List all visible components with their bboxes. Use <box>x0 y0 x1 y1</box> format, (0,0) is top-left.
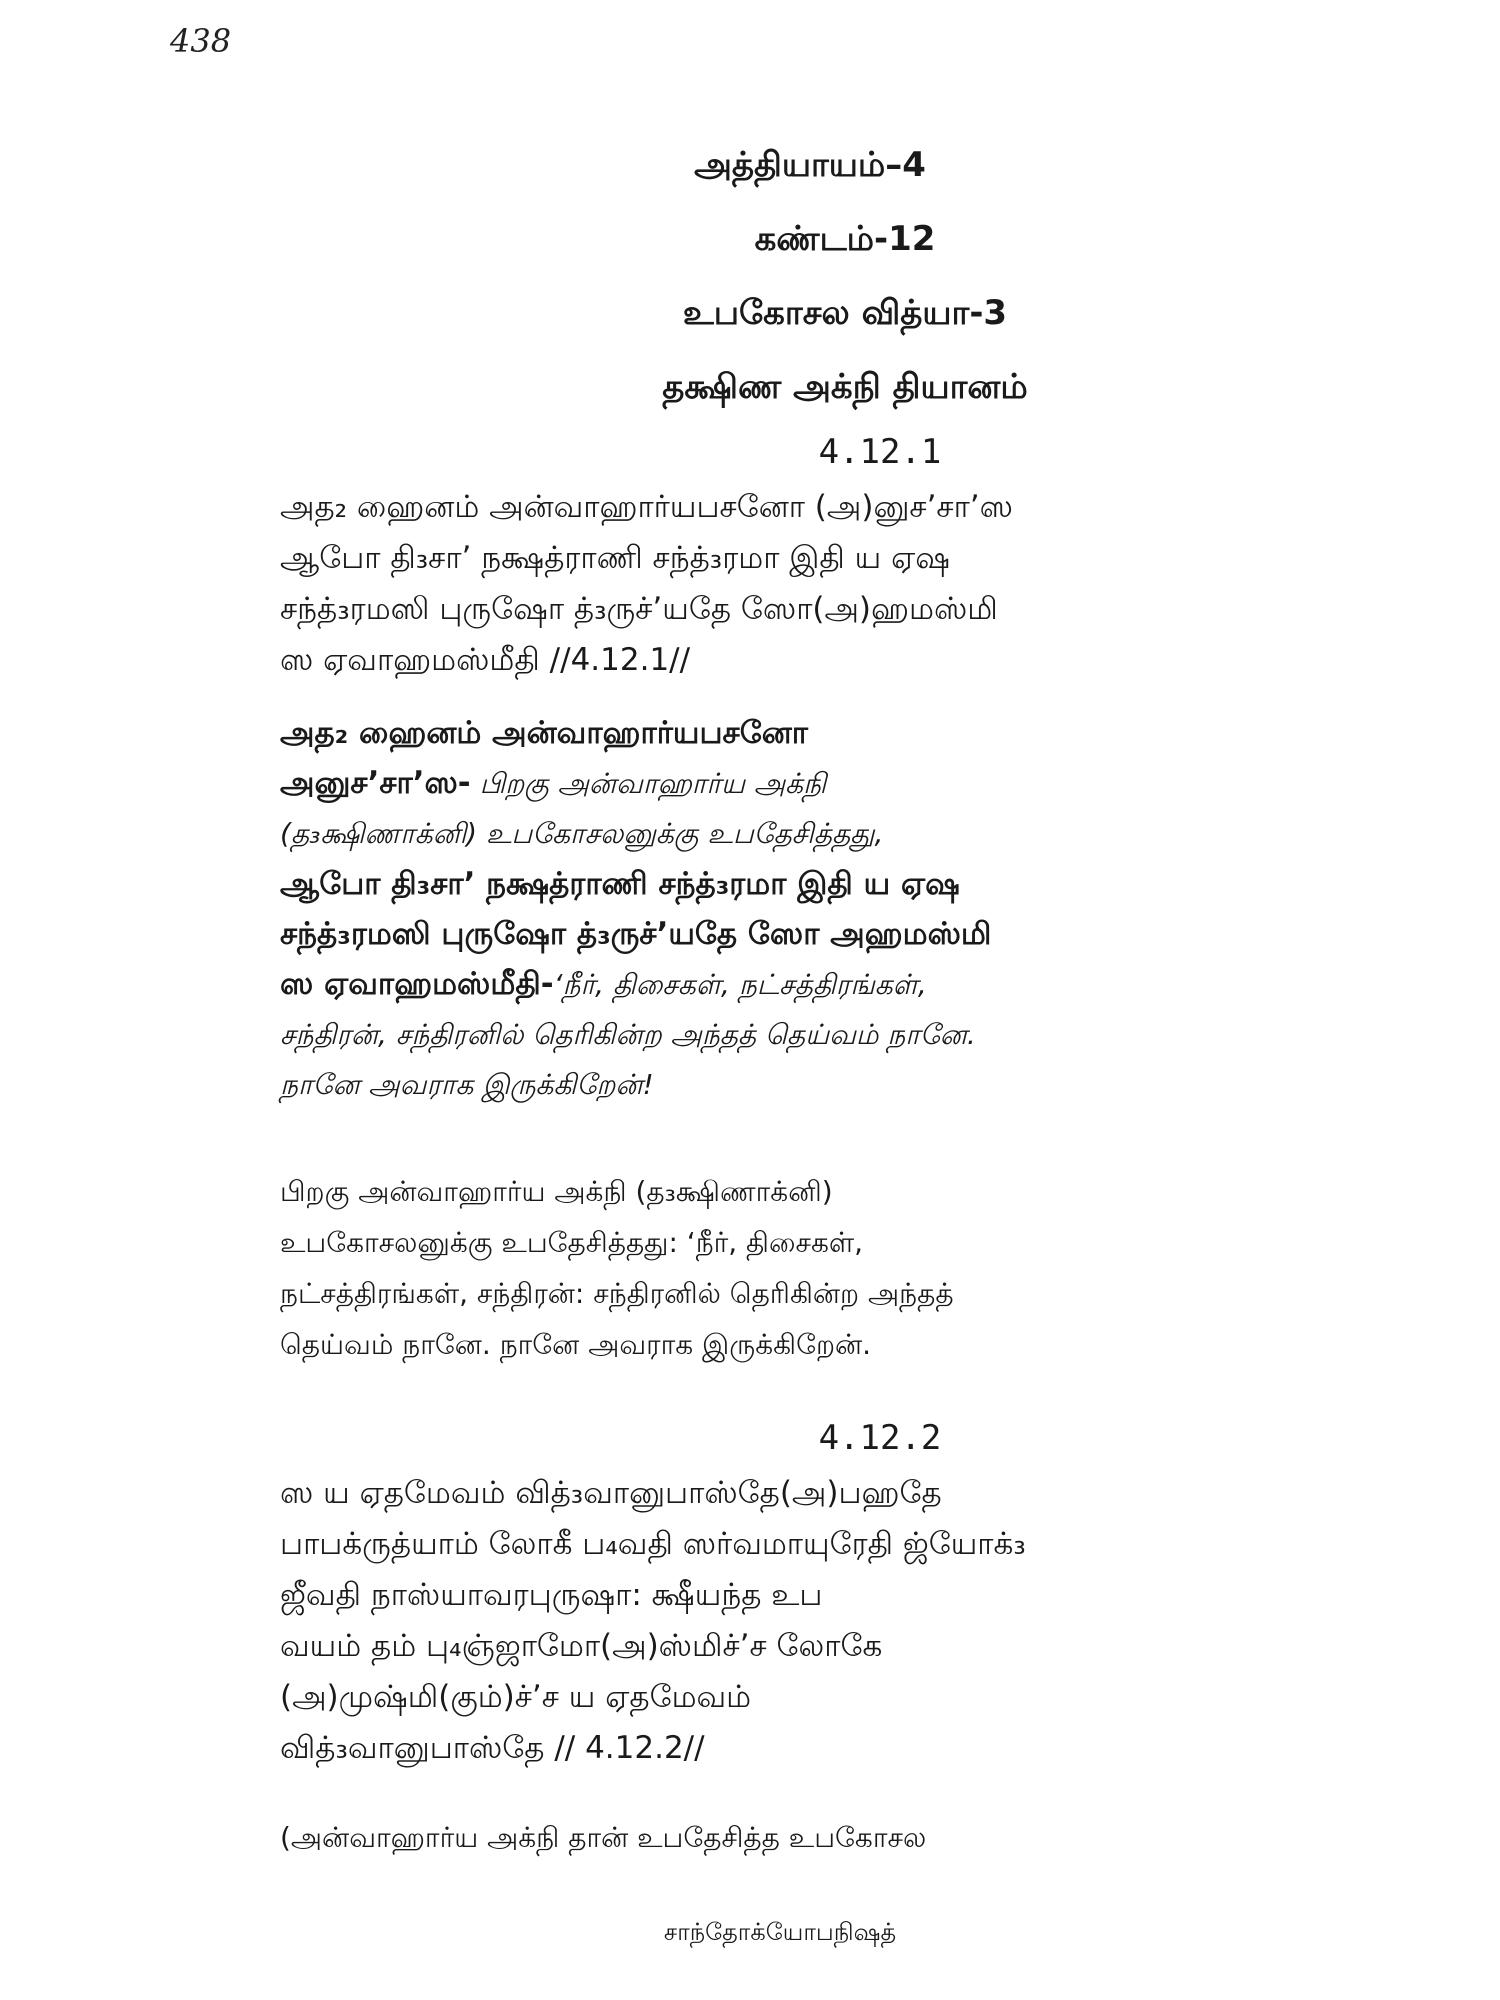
explanation-line: நானே அவராக இருக்கிறேன்! <box>280 1068 654 1101</box>
explanation-term: ஸ ஏவாஹமஸ்மீதி- <box>280 966 554 1002</box>
explanation-line: ஆபோ தி₃சா’ நக்ஷத்ராணி சந்த்₃ரமா இதி ய ஏஷ <box>280 866 960 902</box>
explanation-line: சந்திரன், சந்திரனில் தெரிகின்ற அந்தத் தெய்வம் நானே. <box>280 1018 976 1051</box>
verse-number-1: 4.12.1 <box>818 432 942 472</box>
verse-1-explanation <box>280 708 1280 1110</box>
verse-line: பாபக்ருத்யாம் லோகீ ப₄வதி ஸர்வமாயுரேதி ஜ்யோக்₃ <box>280 1526 1026 1562</box>
verse-number-2: 4.12.2 <box>818 1418 942 1458</box>
running-footer: சாந்தோக்யோபநிஷத் <box>663 1918 897 1946</box>
explanation-line <box>280 959 1280 1010</box>
verse-1-summary <box>280 1166 1280 1370</box>
verse-1-sanskrit <box>280 482 1280 686</box>
verse-line: ஜீவதி நாஸ்யாவரபுருஷா: க்ஷீயந்த உப <box>280 1577 823 1613</box>
summary-line: நட்சத்திரங்கள், சந்திரன்: சந்திரனில் தெரிகின்ற அந்தத் <box>280 1277 954 1310</box>
verse-2-sanskrit <box>280 1468 1280 1774</box>
explanation-meaning: ‘நீர், திசைகள், நட்சத்திரங்கள், <box>553 968 927 1001</box>
summary-line: பிறகு அன்வாஹார்ய அக்நி (த₃க்ஷிணாக்னி) <box>280 1175 833 1208</box>
vidya-heading: உபகோசல வித்யா-3 <box>682 293 1008 333</box>
topic-heading: தக்ஷிண அக்நி தியானம் <box>662 367 1028 407</box>
explanation-line: அத₂ ஹைனம் அன்வாஹார்யபசனோ <box>280 715 808 751</box>
explanation-line <box>280 758 1280 809</box>
continuation-line: (அன்வாஹார்ய அக்நி தான் உபதேசித்த உபகோசல <box>280 1821 927 1854</box>
headings <box>0 128 1500 424</box>
verse-line: ஸ ய ஏதமேவம் வித்₃வானுபாஸ்தே(அ)பஹதே <box>280 1475 942 1511</box>
explanation-line: சந்த்₃ரமஸி புருஷோ த்₃ருச்’யதே ஸோ அஹமஸ்மி <box>280 916 992 952</box>
explanation-term: அனுச’சா’ஸ- <box>280 765 471 801</box>
verse-line: வயம் தம் பு₄ஞ்ஜாமோ(அ)ஸ்மிச்’ச லோகே <box>280 1628 883 1664</box>
verse-line: அத₂ ஹைனம் அன்வாஹார்யபசனோ (அ)னுச’சா’ஸ <box>280 489 1013 525</box>
section-heading: கண்டம்-12 <box>754 219 936 259</box>
verse-line: வித்₃வானுபாஸ்தே // 4.12.2// <box>280 1730 705 1766</box>
verse-line: (அ)முஷ்மி(கும்)ச்’ச ய ஏதமேவம் <box>280 1679 752 1715</box>
verse-line: ஆபோ தி₃சா’ நக்ஷத்ராணி சந்த்₃ரமா இதி ய ஏஷ <box>280 540 950 576</box>
verse-line: சந்த்₃ரமஸி புருஷோ த்₃ருச்’யதே ஸோ(அ)ஹமஸ்மி <box>280 591 998 627</box>
explanation-meaning: பிறகு அன்வாஹார்ய அக்நி <box>470 767 827 800</box>
explanation-line: (த₃க்ஷிணாக்னி) உபகோசலனுக்கு உபதேசித்தது, <box>280 817 884 850</box>
verse-line: ஸ ஏவாஹமஸ்மீதி //4.12.1// <box>280 642 691 678</box>
page-number: 438 <box>170 22 232 60</box>
summary-line: உபகோசலனுக்கு உபதேசித்தது: ‘நீர், திசைகள், <box>280 1226 864 1259</box>
chapter-heading: அத்தியாயம்–4 <box>694 145 926 185</box>
verse-2-continuation <box>280 1812 1280 1863</box>
summary-line: தெய்வம் நானே. நானே அவராக இருக்கிறேன். <box>280 1328 872 1361</box>
